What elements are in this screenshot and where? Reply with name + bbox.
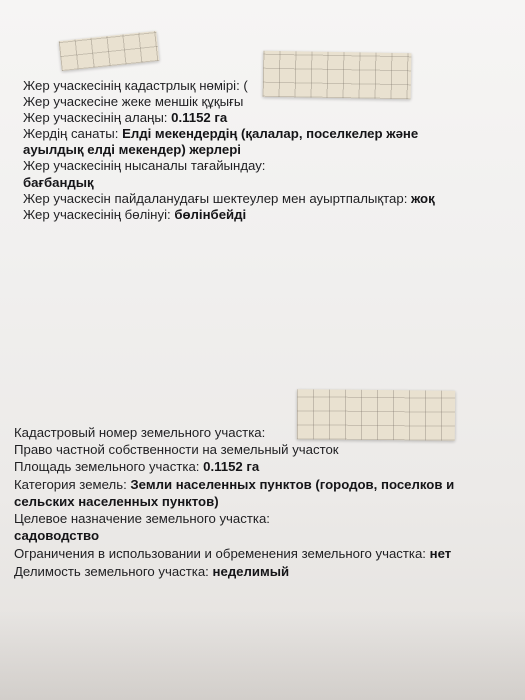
kz-purpose-line <box>23 158 265 173</box>
ru-category-value-2: сельских населенных пунктов) <box>14 494 219 509</box>
ru-purpose-line <box>14 511 270 526</box>
ru-divisibility-value: неделимый <box>212 564 290 579</box>
ru-category-value-1: Земли населенных пунктов (городов, поселков и <box>130 477 455 492</box>
kz-category-line-2 <box>23 142 241 157</box>
ru-ownership-label: Право частной собственности на земельный участок <box>14 442 339 457</box>
kz-category-value-1: Елді мекендердің (қалалар, поселкелер және <box>122 126 419 141</box>
paper-shadow <box>0 610 525 700</box>
redaction-tape-kz-cadastral <box>263 51 412 100</box>
ru-category-line <box>14 477 454 492</box>
ru-purpose-value-line <box>14 528 99 543</box>
kz-cadastral-label: Жер учаскесінің кадастрлық нөмірі: ( <box>23 78 248 93</box>
ru-purpose-label: Целевое назначение земельного участка: <box>14 511 270 526</box>
ru-ownership-line <box>14 442 339 457</box>
kz-ownership-line <box>23 94 243 109</box>
ru-purpose-value: садоводство <box>14 528 100 543</box>
ru-divisibility-label: Делимость земельного участка: <box>14 564 209 579</box>
ru-category-label: Категория земель: <box>14 477 127 492</box>
kz-restrictions-value: жоқ <box>411 191 435 206</box>
ru-restrictions-value: нет <box>429 546 452 561</box>
kz-purpose-value: бағбандық <box>23 175 94 190</box>
kz-divisibility-label: Жер учаскесінің бөлінуі: <box>23 207 171 222</box>
kz-category-line <box>23 126 418 141</box>
ru-category-line-2 <box>14 494 219 509</box>
ru-divisibility-line <box>14 564 289 579</box>
kz-category-label: Жердің санаты: <box>23 126 119 141</box>
kz-restrictions-line <box>23 191 435 206</box>
kz-ownership-label: Жер учаскесіне жеке меншік құқығы <box>23 94 244 109</box>
ru-area-label: Площадь земельного участка: <box>14 459 200 474</box>
kz-area-value: 0.1152 га <box>171 110 228 125</box>
kz-purpose-label: Жер учаскесінің нысаналы тағайындау: <box>23 158 266 173</box>
kz-purpose-value-line <box>23 175 94 190</box>
kz-divisibility-value: бөлінбейді <box>174 207 247 222</box>
ru-cadastral-label: Кадастровый номер земельного участка: <box>14 425 266 440</box>
redaction-tape-ru-cadastral <box>297 389 455 440</box>
kz-category-value-2: ауылдық елді мекендер) жерлері <box>23 142 241 157</box>
kz-divisibility-line <box>23 207 246 222</box>
ru-restrictions-label: Ограничения в использовании и обременения земельного участка: <box>14 546 426 561</box>
ru-restrictions-line <box>14 546 451 561</box>
kz-restrictions-label: Жер учаскесін пайдаланудағы шектеулер мен ауыртпалықтар: <box>23 191 408 206</box>
ru-area-value: 0.1152 га <box>203 459 260 474</box>
kz-area-label: Жер учаскесінің алаңы: <box>23 110 168 125</box>
ru-cadastral-number-line <box>14 425 265 440</box>
kz-area-line <box>23 110 227 125</box>
kz-cadastral-number-line <box>23 78 248 93</box>
ru-area-line <box>14 459 259 474</box>
redaction-tape-top-left <box>59 31 160 71</box>
